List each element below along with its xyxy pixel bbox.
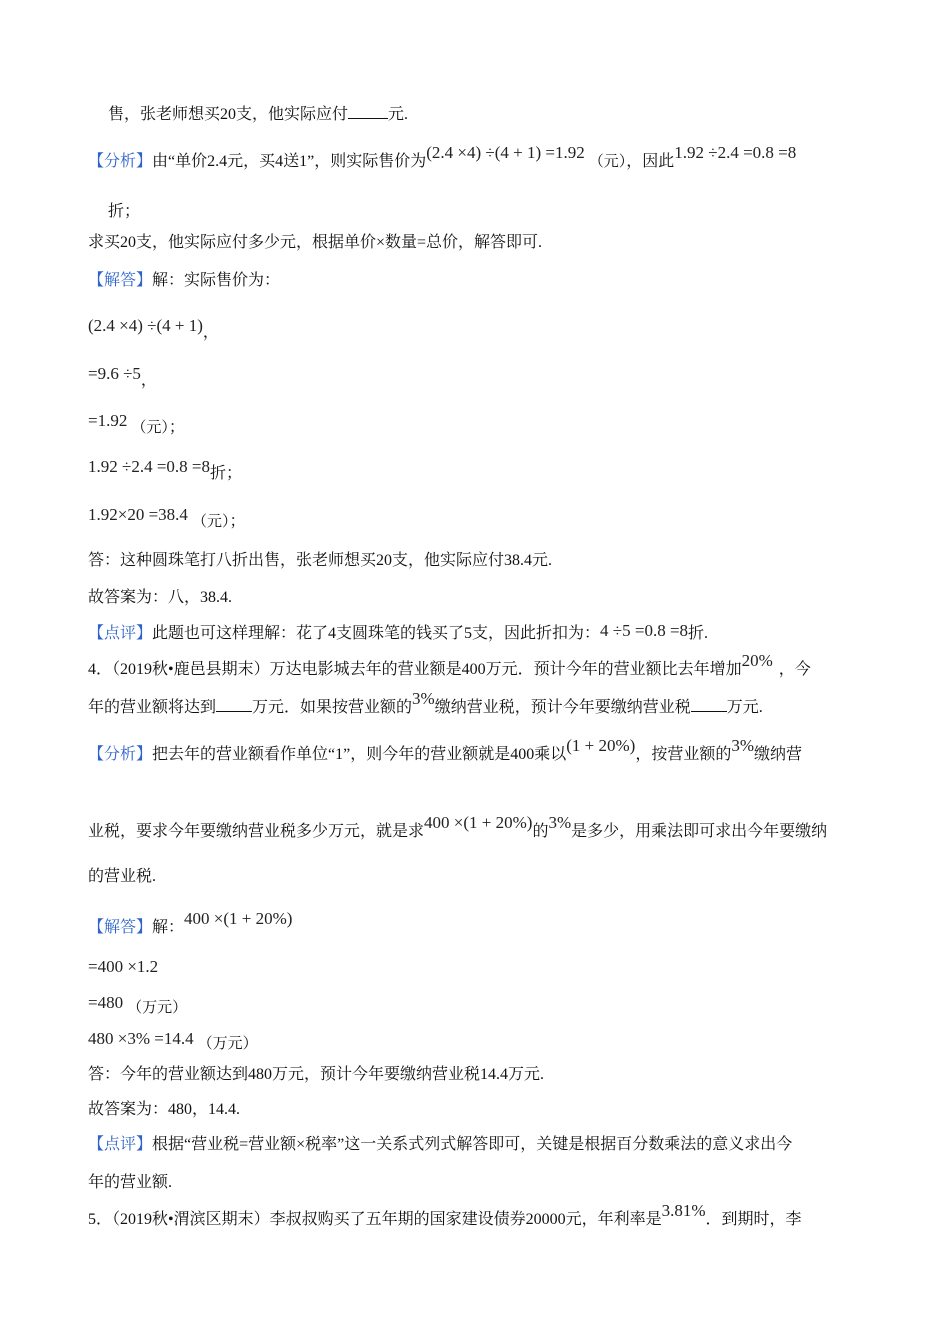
q4-answer: 【解答】解：400 ×(1 + 20%) — [88, 909, 293, 936]
q4-step1 — [88, 956, 158, 979]
analysis-tag: 【分析】 — [88, 153, 153, 170]
answer-tag: 【解答】 — [88, 919, 153, 936]
q4-final: 故答案为：480，14.4. — [88, 1101, 241, 1118]
formula: 1.92 ÷2.4 =0.8 =8 — [674, 143, 797, 162]
q4-title-2: 年的营业额将达到 万元．如果按营业额的3%缴纳营业税，预计今年要缴纳营业税 万元. — [88, 689, 763, 716]
q3-reply: 答：这种圆珠笔打八折出售，张老师想买20支，他实际应付38.4元. — [88, 552, 553, 569]
q3-analysis-zhe: 折； — [108, 203, 141, 220]
q3-comment: 【点评】此题也可这样理解：花了4支圆珠笔的钱买了5支，因此折扣为：4 ÷5 =0.8 =8折. — [88, 621, 709, 642]
formula: 1.92 ÷2.4 =0.8 =8 — [88, 457, 211, 476]
answer-blank — [691, 695, 727, 712]
q3-step5: 1.92×20 =38.4 （元）； — [88, 505, 246, 530]
q5-title: 5．（2019秋•渭滨区期末）李叔叔购买了五年期的国家建设债券20000元，年利率是3.81%．到期时，李 — [88, 1201, 802, 1228]
q4-comment: 【点评】根据“营业税=营业额×税率”这一关系式列式解答即可，关键是根据百分数乘法的意义求出今 — [88, 1136, 793, 1153]
q3-step3: =1.92 （元）； — [88, 411, 185, 436]
formula: 1.92×20 =38.4 — [88, 505, 188, 524]
q4-step2: =480 （万元） — [88, 993, 188, 1016]
q4-reply: 答：今年的营业额达到480万元，预计今年要缴纳营业税14.4万元. — [88, 1066, 545, 1083]
q3-line0: 售，张老师想买20支，他实际应付 元. — [108, 102, 408, 126]
formula: 400 ×(1 + 20%) — [184, 909, 293, 928]
formula: 480 ×3% =14.4 — [88, 1029, 194, 1048]
q4-analysis-2: 业税，要求今年要缴纳营业税多少万元，就是求400 ×(1 + 20%)的3%是多少，用乘法即可求出今年要缴纳 — [88, 813, 828, 840]
q4-analysis-3: 的营业税. — [88, 868, 157, 885]
q4-step3: 480 ×3% =14.4 （万元） — [88, 1029, 258, 1052]
analysis-tag: 【分析】 — [88, 746, 153, 763]
formula: =9.6 ÷5 — [88, 364, 141, 383]
comment-tag: 【点评】 — [88, 625, 153, 642]
formula: (1 + 20%) — [566, 736, 636, 755]
comment-tag: 【点评】 — [88, 1136, 153, 1153]
q3-final: 故答案为：八，38.4. — [88, 589, 233, 606]
answer-blank — [348, 102, 388, 119]
formula: (2.4 ×4) ÷(4 + 1) — [88, 316, 203, 335]
formula: (2.4 ×4) ÷(4 + 1) =1.92 — [426, 143, 585, 162]
formula: 4 ÷5 =0.8 =8 — [600, 621, 689, 640]
formula: =1.92 — [88, 411, 128, 430]
q4-title: 4．（2019秋•鹿邑县期末）万达电影城去年的营业额是400万元．预计今年的营业额比去年增加20% ，今 — [88, 651, 811, 678]
answer-blank — [216, 695, 252, 712]
q3-step4: 1.92 ÷2.4 =0.8 =8折； — [88, 457, 243, 482]
q4-analysis: 【分析】把去年的营业额看作单位“1”，则今年的营业额就是400乘以(1 + 20%)，按营业额的3%缴纳营 — [88, 736, 803, 763]
q3-step1: (2.4 ×4) ÷(4 + 1)， — [88, 316, 219, 341]
q4-comment-2: 年的营业额. — [88, 1174, 173, 1191]
q3-step2: =9.6 ÷5， — [88, 364, 157, 389]
q3-analysis: 【分析】由“单价2.4元，买4送1”，则实际售价为(2.4 ×4) ÷(4 + 1) =1.92 （元），因此1.92 ÷2.4 =0.8 =8 — [88, 143, 797, 170]
formula: 400 ×(1 + 20%) — [424, 813, 533, 832]
formula: =480 — [88, 993, 124, 1012]
formula: =400 ×1.2 — [88, 957, 159, 976]
q3-analysis-2: 求买20支，他实际应付多少元，根据单价×数量=总价，解答即可. — [88, 234, 543, 251]
answer-tag: 【解答】 — [88, 272, 153, 289]
q3-answer: 【解答】解：实际售价为： — [88, 272, 281, 289]
